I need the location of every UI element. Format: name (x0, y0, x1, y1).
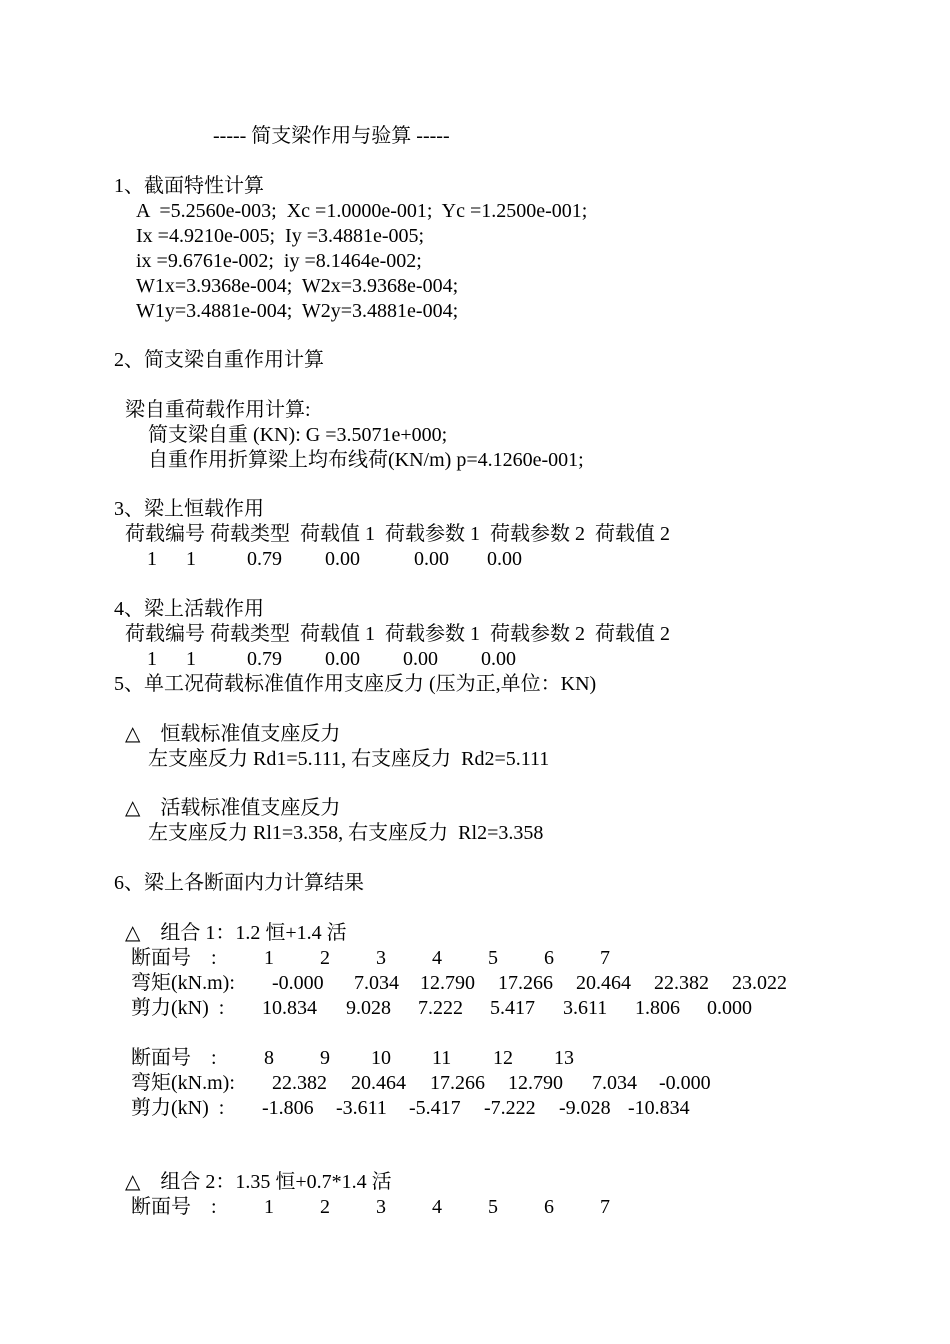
table-cell: 22.382 (272, 1072, 327, 1094)
table-cell: -7.222 (484, 1097, 536, 1119)
table-cell: 7.034 (354, 972, 399, 994)
self-weight-line: 简支梁自重 (KN): G =3.5071e+000; (148, 424, 448, 446)
table-cell: 23.022 (732, 972, 787, 994)
table-cell: 2 (320, 947, 330, 969)
live-reaction-line: 左支座反力 Rl1=3.358, 右支座反力 Rl2=3.358 (148, 822, 544, 844)
row-label: 断面号 : (131, 947, 217, 969)
table-cell: 0.00 (414, 548, 449, 570)
table-cell: 13 (554, 1047, 574, 1069)
table-cell: -0.000 (659, 1072, 711, 1094)
table-cell: 10.834 (262, 997, 317, 1019)
self-weight-line: 自重作用折算梁上均布线荷(KN/m) p=4.1260e-001; (148, 449, 584, 471)
table-cell: 10 (371, 1047, 391, 1069)
dead-load-table-header: 荷载编号 荷载类型 荷载值 1 荷载参数 1 荷载参数 2 荷载值 2 (125, 523, 670, 545)
table-cell: 6 (544, 947, 554, 969)
table-cell: 1 (186, 648, 196, 670)
table-cell: 9 (320, 1047, 330, 1069)
section-property-line: W1x=3.9368e-004; W2x=3.9368e-004; (136, 275, 459, 297)
live-load-table-row (0, 647, 950, 671)
table-cell: -1.806 (262, 1097, 314, 1119)
table-cell: 20.464 (351, 1072, 406, 1094)
section-property-line: W1y=3.4881e-004; W2y=3.4881e-004; (136, 300, 459, 322)
table-cell: 12.790 (420, 972, 475, 994)
self-weight-subheading: 梁自重荷载作用计算: (125, 399, 311, 421)
section-2-heading: 2、简支梁自重作用计算 (114, 349, 324, 371)
table-cell: -5.417 (409, 1097, 461, 1119)
table-cell: 22.382 (654, 972, 709, 994)
table-cell: 20.464 (576, 972, 631, 994)
table-cell: 5 (488, 947, 498, 969)
page-title: ----- 简支梁作用与验算 ----- (213, 125, 450, 147)
combo-2-section-row (0, 1195, 950, 1219)
row-label: 弯矩(kN.m): (131, 972, 235, 994)
table-cell: 3 (376, 947, 386, 969)
section-5-heading: 5、单工况荷载标准值作用支座反力 (压为正,单位：KN) (114, 673, 597, 695)
table-cell: 7.034 (592, 1072, 637, 1094)
table-cell: 12.790 (508, 1072, 563, 1094)
combo-2-title: △ 组合 2：1.35 恒+0.7*1.4 活 (125, 1171, 392, 1193)
section-property-line: A =5.2560e-003; Xc =1.0000e-001; Yc =1.2500e-001; (136, 200, 588, 222)
table-cell: 0.000 (707, 997, 752, 1019)
table-cell: -0.000 (272, 972, 324, 994)
combo-1-moment-row (0, 971, 950, 995)
combo-1-moment-row-2 (0, 1071, 950, 1095)
table-cell: 5 (488, 1196, 498, 1218)
section-property-line: ix =9.6761e-002; iy =8.1464e-002; (136, 250, 422, 272)
table-cell: 4 (432, 1196, 442, 1218)
table-cell: 1 (264, 947, 274, 969)
table-cell: 12 (493, 1047, 513, 1069)
table-cell: 7 (600, 947, 610, 969)
combo-1-section-row-2 (0, 1046, 950, 1070)
table-cell: 5.417 (490, 997, 535, 1019)
table-cell: 0.79 (247, 648, 282, 670)
table-cell: 6 (544, 1196, 554, 1218)
live-load-table-header: 荷载编号 荷载类型 荷载值 1 荷载参数 1 荷载参数 2 荷载值 2 (125, 623, 670, 645)
row-label: 弯矩(kN.m): (131, 1072, 235, 1094)
dead-load-table-row (0, 547, 950, 571)
dead-reaction-title: △ 恒载标准值支座反力 (125, 723, 341, 745)
table-cell: 8 (264, 1047, 274, 1069)
dead-reaction-line: 左支座反力 Rd1=5.111, 右支座反力 Rd2=5.111 (148, 748, 550, 770)
combo-1-shear-row-2 (0, 1096, 950, 1120)
table-cell: 0.00 (325, 648, 360, 670)
table-cell: 1 (264, 1196, 274, 1218)
table-cell: -3.611 (336, 1097, 387, 1119)
section-1-heading: 1、截面特性计算 (114, 175, 264, 197)
table-cell: 7.222 (418, 997, 463, 1019)
table-cell: 0.79 (247, 548, 282, 570)
row-label: 断面号 : (131, 1047, 217, 1069)
table-cell: -9.028 (559, 1097, 611, 1119)
table-cell: 1 (186, 548, 196, 570)
table-cell: 7 (600, 1196, 610, 1218)
combo-1-title: △ 组合 1：1.2 恒+1.4 活 (125, 922, 347, 944)
table-cell: 0.00 (487, 548, 522, 570)
combo-1-shear-row (0, 996, 950, 1020)
table-cell: 1 (147, 548, 157, 570)
section-6-heading: 6、梁上各断面内力计算结果 (114, 872, 364, 894)
table-cell: 17.266 (430, 1072, 485, 1094)
table-cell: 1 (147, 648, 157, 670)
live-reaction-title: △ 活载标准值支座反力 (125, 797, 341, 819)
table-cell: 0.00 (481, 648, 516, 670)
table-cell: 3 (376, 1196, 386, 1218)
table-cell: 0.00 (403, 648, 438, 670)
table-cell: 2 (320, 1196, 330, 1218)
table-cell: 1.806 (635, 997, 680, 1019)
row-label: 断面号 : (131, 1196, 217, 1218)
row-label: 剪力(kN) : (131, 997, 225, 1019)
section-3-heading: 3、梁上恒载作用 (114, 498, 264, 520)
table-cell: -10.834 (628, 1097, 690, 1119)
section-4-heading: 4、梁上活载作用 (114, 598, 264, 620)
table-cell: 11 (432, 1047, 452, 1069)
table-cell: 3.611 (563, 997, 608, 1019)
table-cell: 0.00 (325, 548, 360, 570)
table-cell: 9.028 (346, 997, 391, 1019)
section-property-line: Ix =4.9210e-005; Iy =3.4881e-005; (136, 225, 425, 247)
combo-1-section-row (0, 946, 950, 970)
table-cell: 17.266 (498, 972, 553, 994)
row-label: 剪力(kN) : (131, 1097, 225, 1119)
table-cell: 4 (432, 947, 442, 969)
